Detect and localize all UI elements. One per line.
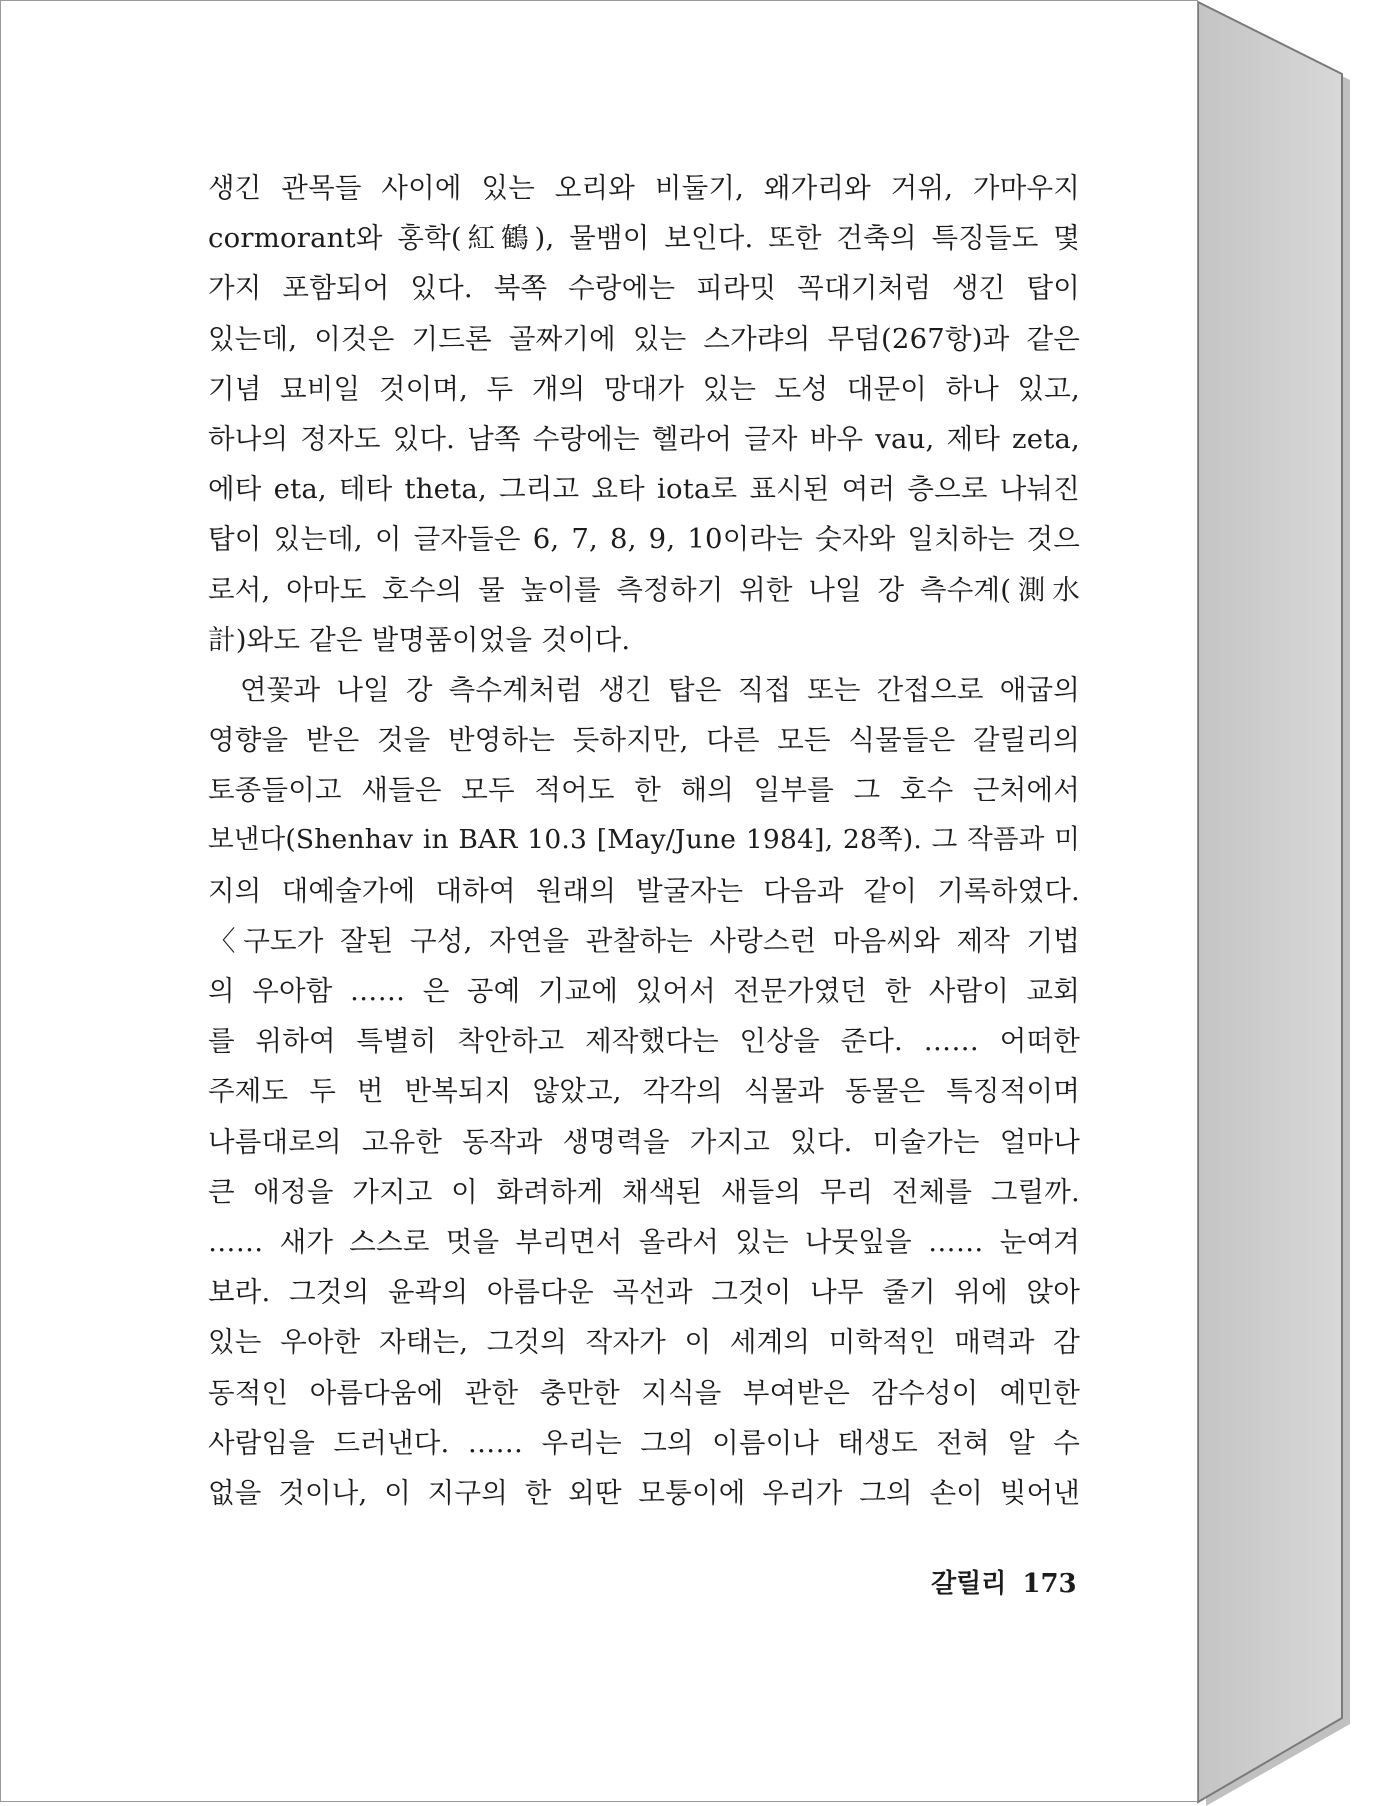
text-line: 있는 우아한 자태는, 그것의 작자가 이 세계의 미학적인 매력과 감 <box>208 1326 1080 1359</box>
footer-title: 갈릴리 <box>931 1569 1007 1599</box>
text-line: 연꽃과 나일 강 측수계처럼 생긴 탑은 직접 또는 간접으로 애굽의 <box>208 673 1080 706</box>
text-line: 計)와도 같은 발명품이었을 것이다. <box>208 623 631 656</box>
text-line: 하나의 정자도 있다. 남쪽 수랑에는 헬라어 글자 바우 vau, 제타 zeta, <box>208 422 1080 455</box>
text-line: 에타 eta, 테타 theta, 그리고 요타 iota로 표시된 여러 층으로 나눠진 <box>208 473 1080 506</box>
text-line: 탑이 있는데, 이 글자들은 6, 7, 8, 9, 10이라는 숫자와 일치하는 것으 <box>208 523 1080 556</box>
text-line: 사람임을 드러낸다. …… 우리는 그의 이름이나 태생도 전혀 알 수 <box>208 1426 1080 1459</box>
text-line: 나름대로의 고유한 동작과 생명력을 가지고 있다. 미술가는 얼마나 <box>208 1125 1080 1158</box>
text-line: 동적인 아름다움에 관한 충만한 지식을 부여받은 감수성이 예민한 <box>208 1376 1080 1409</box>
body-text <box>208 163 1080 1518</box>
text-line: 생긴 관목들 사이에 있는 오리와 비둘기, 왜가리와 거위, 가마우지 <box>208 172 1080 204</box>
text-line: 영향을 받은 것을 반영하는 듯하지만, 다른 모든 식물들은 갈릴리의 <box>208 724 1080 757</box>
text-line: 보낸다(Shenhav in BAR 10.3 [May/June 1984], 28쪽). 그 작픔과 미 <box>208 824 1080 856</box>
text-line: 의 우아함 …… 은 공예 기교에 있어서 전문가였던 한 사람이 교회 <box>208 975 1080 1007</box>
text-line: 큰 애정을 가지고 이 화려하게 채색된 새들의 무리 전체를 그릴까. <box>208 1175 1080 1208</box>
text-line: 주제도 두 번 반복되지 않았고, 각각의 식물과 동물은 특징적이며 <box>208 1075 1080 1108</box>
text-line: 〈구도가 잘된 구성, 자연을 관찰하는 사랑스런 마음씨와 제작 기법 <box>208 924 1080 957</box>
text-line: 로서, 아마도 호수의 물 높이를 측정하기 위한 나일 강 측수계(測水 <box>208 573 1080 606</box>
text-line: …… 새가 스스로 멋을 부리면서 올라서 있는 나뭇잎을 …… 눈여겨 <box>208 1225 1080 1258</box>
text-line: cormorant와 홍학(紅鶴), 물뱀이 보인다. 또한 건축의 특징들도 몇 <box>208 222 1080 255</box>
text-line: 가지 포함되어 있다. 북쪽 수랑에는 피라밋 꼭대기처럼 생긴 탑이 <box>208 272 1080 305</box>
page-number: 173 <box>1022 1569 1077 1599</box>
text-line: 를 위하여 특별히 착안하고 제작했다는 인상을 준다. …… 어떠한 <box>208 1025 1080 1058</box>
text-line: 기념 묘비일 것이며, 두 개의 망대가 있는 도성 대문이 하나 있고, <box>208 372 1080 405</box>
text-line: 있는데, 이것은 기드론 골짜기에 있는 스가랴의 무덤(267항)과 같은 <box>208 322 1080 355</box>
text-line: 지의 대예술가에 대하여 원래의 발굴자는 다음과 같이 기록하였다. <box>208 874 1080 907</box>
text-line: 토종들이고 새들은 모두 적어도 한 해의 일부를 그 호수 근처에서 <box>208 774 1080 807</box>
text-line: 없을 것이나, 이 지구의 한 외딴 모퉁이에 우리가 그의 손이 빚어낸 <box>208 1476 1080 1509</box>
text-line: 보라. 그것의 윤곽의 아름다운 곡선과 그것이 나무 줄기 위에 앉아 <box>208 1276 1080 1309</box>
running-footer <box>931 1563 1077 1600</box>
